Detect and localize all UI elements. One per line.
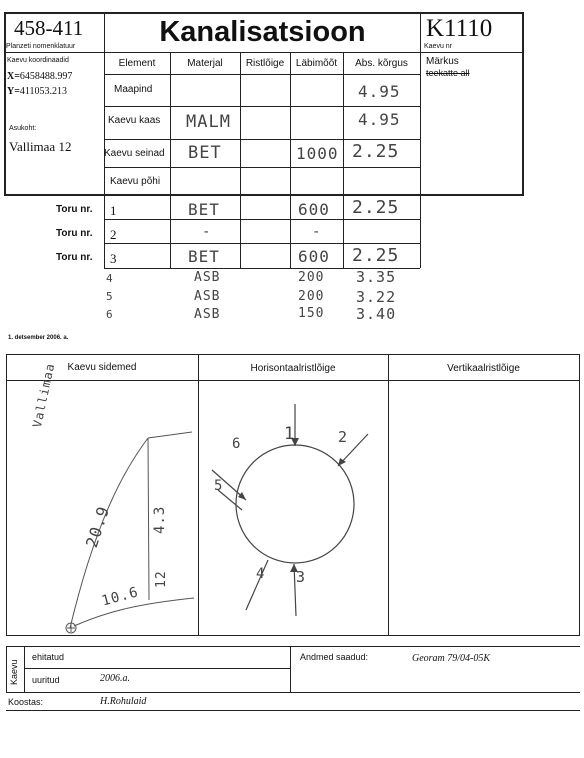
remarks-label: Märkus <box>426 56 459 67</box>
distance-d3: 10.6 <box>100 584 141 610</box>
row-kaas-label: Kaevu kaas <box>108 115 161 126</box>
remarks-struck: teekatte all <box>426 68 470 78</box>
pipe-4-labimoot: 200 <box>298 270 325 285</box>
row-maapind-abs: 4.95 <box>358 82 401 101</box>
pipe-3-nr: 3 <box>110 251 117 266</box>
y-label: Y= <box>7 86 20 97</box>
pipe-5-materjal: ASB <box>194 289 221 304</box>
pipe-label-2: 2 <box>338 428 349 446</box>
pipe-6-materjal: ASB <box>194 307 221 322</box>
panel-title-connections: Kaevu sidemed <box>67 362 137 373</box>
pipe-1-nr: 1 <box>110 203 117 218</box>
pipe-2-materjal: - <box>202 224 212 240</box>
map-sheet-label: Planzeti nomenklatuur <box>6 43 76 50</box>
distance-d2: 4.3 <box>152 505 168 534</box>
map-sheet-number: 458-411 <box>14 16 84 40</box>
well-number-label: Kaevu nr <box>424 43 453 50</box>
pipe-6-nr: 6 <box>106 308 114 321</box>
x-coordinate <box>7 71 72 82</box>
row-seinad-abs: 2.25 <box>352 141 400 162</box>
data-received-value: Georam 79/04-05K <box>412 653 491 664</box>
pipe-1-materjal: BET <box>188 200 220 219</box>
horizontal-section-sketch <box>198 380 388 635</box>
col-abs-korgus: Abs. kõrgus <box>355 58 408 69</box>
y-value: 411053.213 <box>19 86 68 97</box>
pipe-1-abs: 2.25 <box>352 197 400 218</box>
pipe-label-1: 1 <box>284 424 296 444</box>
page-title: Kanalisatsioon <box>159 16 366 48</box>
row-maapind-label: Maapind <box>114 84 153 95</box>
pipe-3-label: Toru nr. <box>56 252 93 263</box>
row-kaas-abs: 4.95 <box>358 110 401 129</box>
row-pohi-label: Kaevu põhi <box>110 176 161 187</box>
pipe-5-labimoot: 200 <box>298 289 325 304</box>
coords-label: Kaevu koordinaadid <box>7 57 69 64</box>
panel-title-horizontal: Horisontaalristlõige <box>250 363 336 374</box>
pipe-5-abs: 3.22 <box>356 288 397 306</box>
pipe-1-labimoot: 600 <box>298 200 330 219</box>
col-labimoot: Läbimõõt <box>295 58 338 69</box>
pipe-2-labimoot: - <box>312 224 322 240</box>
x-value: 6458488.997 <box>19 71 73 82</box>
pipe-5-nr: 5 <box>106 290 114 303</box>
compiled-label: Koostas: <box>8 697 44 707</box>
pipe-3-labimoot: 600 <box>298 247 330 266</box>
data-received-label: Andmed saadud: <box>300 652 369 662</box>
pipe-label-5: 5 <box>214 478 224 494</box>
pipe-label-6: 6 <box>232 436 242 452</box>
row-seinad-materjal: BET <box>188 143 222 163</box>
pipe-3-abs: 2.25 <box>352 245 400 266</box>
pipe-4-abs: 3.35 <box>356 268 397 286</box>
pipe-2-label: Toru nr. <box>56 228 93 239</box>
compiled-value: H.Rohulaid <box>100 696 147 707</box>
street-name: Vallimaa <box>30 361 58 429</box>
row-seinad-label: Kaevu seinad <box>104 148 165 159</box>
pipe-3-materjal: BET <box>188 247 220 266</box>
built-label: ehitatud <box>32 652 65 662</box>
location-value: Vallimaa 12 <box>9 139 72 154</box>
measure-line-c <box>74 598 194 626</box>
surveyed-value: 2006.a. <box>100 673 130 684</box>
pipe-label-3: 3 <box>296 568 307 586</box>
col-ristloige: Ristlõige <box>245 58 285 69</box>
col-element: Element <box>118 58 156 69</box>
row-kaas-materjal: MALM <box>186 112 231 132</box>
pipe-1-label: Toru nr. <box>56 204 93 215</box>
pipe-6-labimoot: 150 <box>298 306 325 321</box>
document-date: 1. detsember 2006. a. <box>8 335 69 341</box>
panel-title-vertical: Vertikaalristlõige <box>447 363 520 374</box>
reference-cross-icon <box>67 624 75 632</box>
pipe-4-materjal: ASB <box>194 270 221 285</box>
pipe-4-nr: 4 <box>106 272 114 285</box>
distance-d1: 20.9 <box>82 503 114 550</box>
well-side-label: Kaevu <box>9 659 19 685</box>
distance-d4: 12 <box>154 570 169 588</box>
y-coordinate <box>7 86 67 97</box>
measure-line-b <box>148 438 149 600</box>
pipe-2-nr: 2 <box>110 227 117 242</box>
surveyed-label: uuritud <box>32 675 60 685</box>
pipe-label-4: 4 <box>256 566 266 582</box>
manhole-circle <box>236 445 354 563</box>
measure-line-d <box>148 432 192 438</box>
x-label: X= <box>7 71 20 82</box>
well-number: K1110 <box>426 15 493 42</box>
row-seinad-labimoot: 1000 <box>296 144 339 163</box>
location-label: Asukoht: <box>9 125 37 132</box>
col-materjal: Materjal <box>187 58 223 69</box>
pipe-6-abs: 3.40 <box>356 305 397 323</box>
